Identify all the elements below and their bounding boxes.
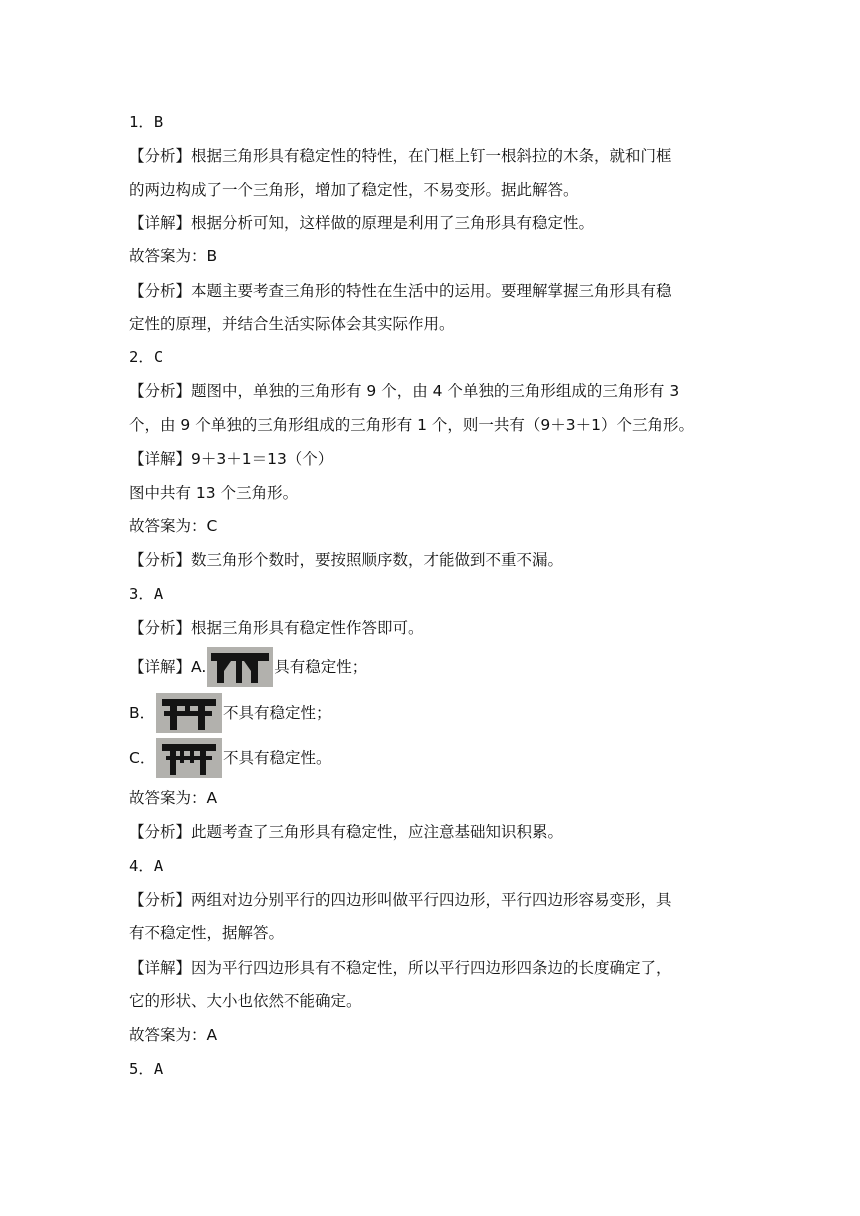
q4-analysis-line-2: 有不稳定性，据解答。 bbox=[129, 924, 285, 942]
q3-option-b bbox=[129, 691, 332, 735]
q1-analysis-line-2: 的两边构成了一个三角形，增加了稳定性，不易变形。据此解答。 bbox=[129, 181, 579, 199]
q3-option-b-text: 不具有稳定性； bbox=[223, 704, 332, 722]
q3-number: 3．A bbox=[129, 585, 164, 603]
q1-detail: 【详解】根据分析可知，这样做的原理是利用了三角形具有稳定性。 bbox=[129, 214, 595, 232]
q1-answer: 故答案为：B bbox=[129, 247, 218, 265]
q2-summary: 【分析】数三角形个数时，要按照顺序数，才能做到不重不漏。 bbox=[129, 551, 564, 569]
unbraced-frame-image-b bbox=[156, 693, 222, 733]
q2-detail-conclusion: 图中共有 13 个三角形。 bbox=[129, 484, 299, 502]
q1-summary-line-1: 【分析】本题主要考查三角形的特性在生活中的运用。要理解掌握三角形具有稳 bbox=[129, 282, 672, 300]
q3-option-a-prefix: 【详解】A. bbox=[129, 658, 207, 676]
q1-number: 1．B bbox=[129, 113, 164, 131]
q2-analysis-line-2: 个，由 9 个单独的三角形组成的三角形有 1 个，则一共有（9＋3＋1）个三角形。 bbox=[129, 416, 695, 434]
q4-answer: 故答案为：A bbox=[129, 1026, 218, 1044]
q4-analysis-line-1: 【分析】两组对边分别平行的四边形叫做平行四边形，平行四边形容易变形，具 bbox=[129, 891, 672, 909]
q4-detail-line-1: 【详解】因为平行四边形具有不稳定性，所以平行四边形四条边的长度确定了， bbox=[129, 959, 672, 977]
q2-detail: 【详解】9＋3＋1＝13（个） bbox=[129, 450, 334, 468]
q3-option-c-text: 不具有稳定性。 bbox=[223, 749, 332, 767]
q3-option-a-text: 具有稳定性； bbox=[274, 658, 368, 676]
braced-frame-image bbox=[207, 647, 273, 687]
q3-analysis: 【分析】根据三角形具有稳定性作答即可。 bbox=[129, 619, 424, 637]
q5-number: 5．A bbox=[129, 1060, 164, 1078]
q3-option-c-prefix: C． bbox=[129, 749, 156, 767]
q3-option-a bbox=[129, 645, 367, 689]
q3-answer: 故答案为：A bbox=[129, 789, 218, 807]
q4-detail-line-2: 它的形状、大小也依然不能确定。 bbox=[129, 992, 362, 1010]
q1-analysis-line-1: 【分析】根据三角形具有稳定性的特性，在门框上钉一根斜拉的木条，就和门框 bbox=[129, 147, 672, 165]
q4-number: 4．A bbox=[129, 857, 164, 875]
q2-number: 2．C bbox=[129, 348, 164, 366]
q3-option-b-prefix: B． bbox=[129, 704, 156, 722]
q2-analysis-line-1: 【分析】题图中，单独的三角形有 9 个，由 4 个单独的三角形组成的三角形有 3 bbox=[129, 382, 680, 400]
q2-answer: 故答案为：C bbox=[129, 517, 218, 535]
unbraced-frame-image-c bbox=[156, 738, 222, 778]
q3-summary: 【分析】此题考查了三角形具有稳定性，应注意基础知识积累。 bbox=[129, 823, 564, 841]
q3-option-c bbox=[129, 736, 332, 780]
q1-summary-line-2: 定性的原理，并结合生活实际体会其实际作用。 bbox=[129, 315, 455, 333]
